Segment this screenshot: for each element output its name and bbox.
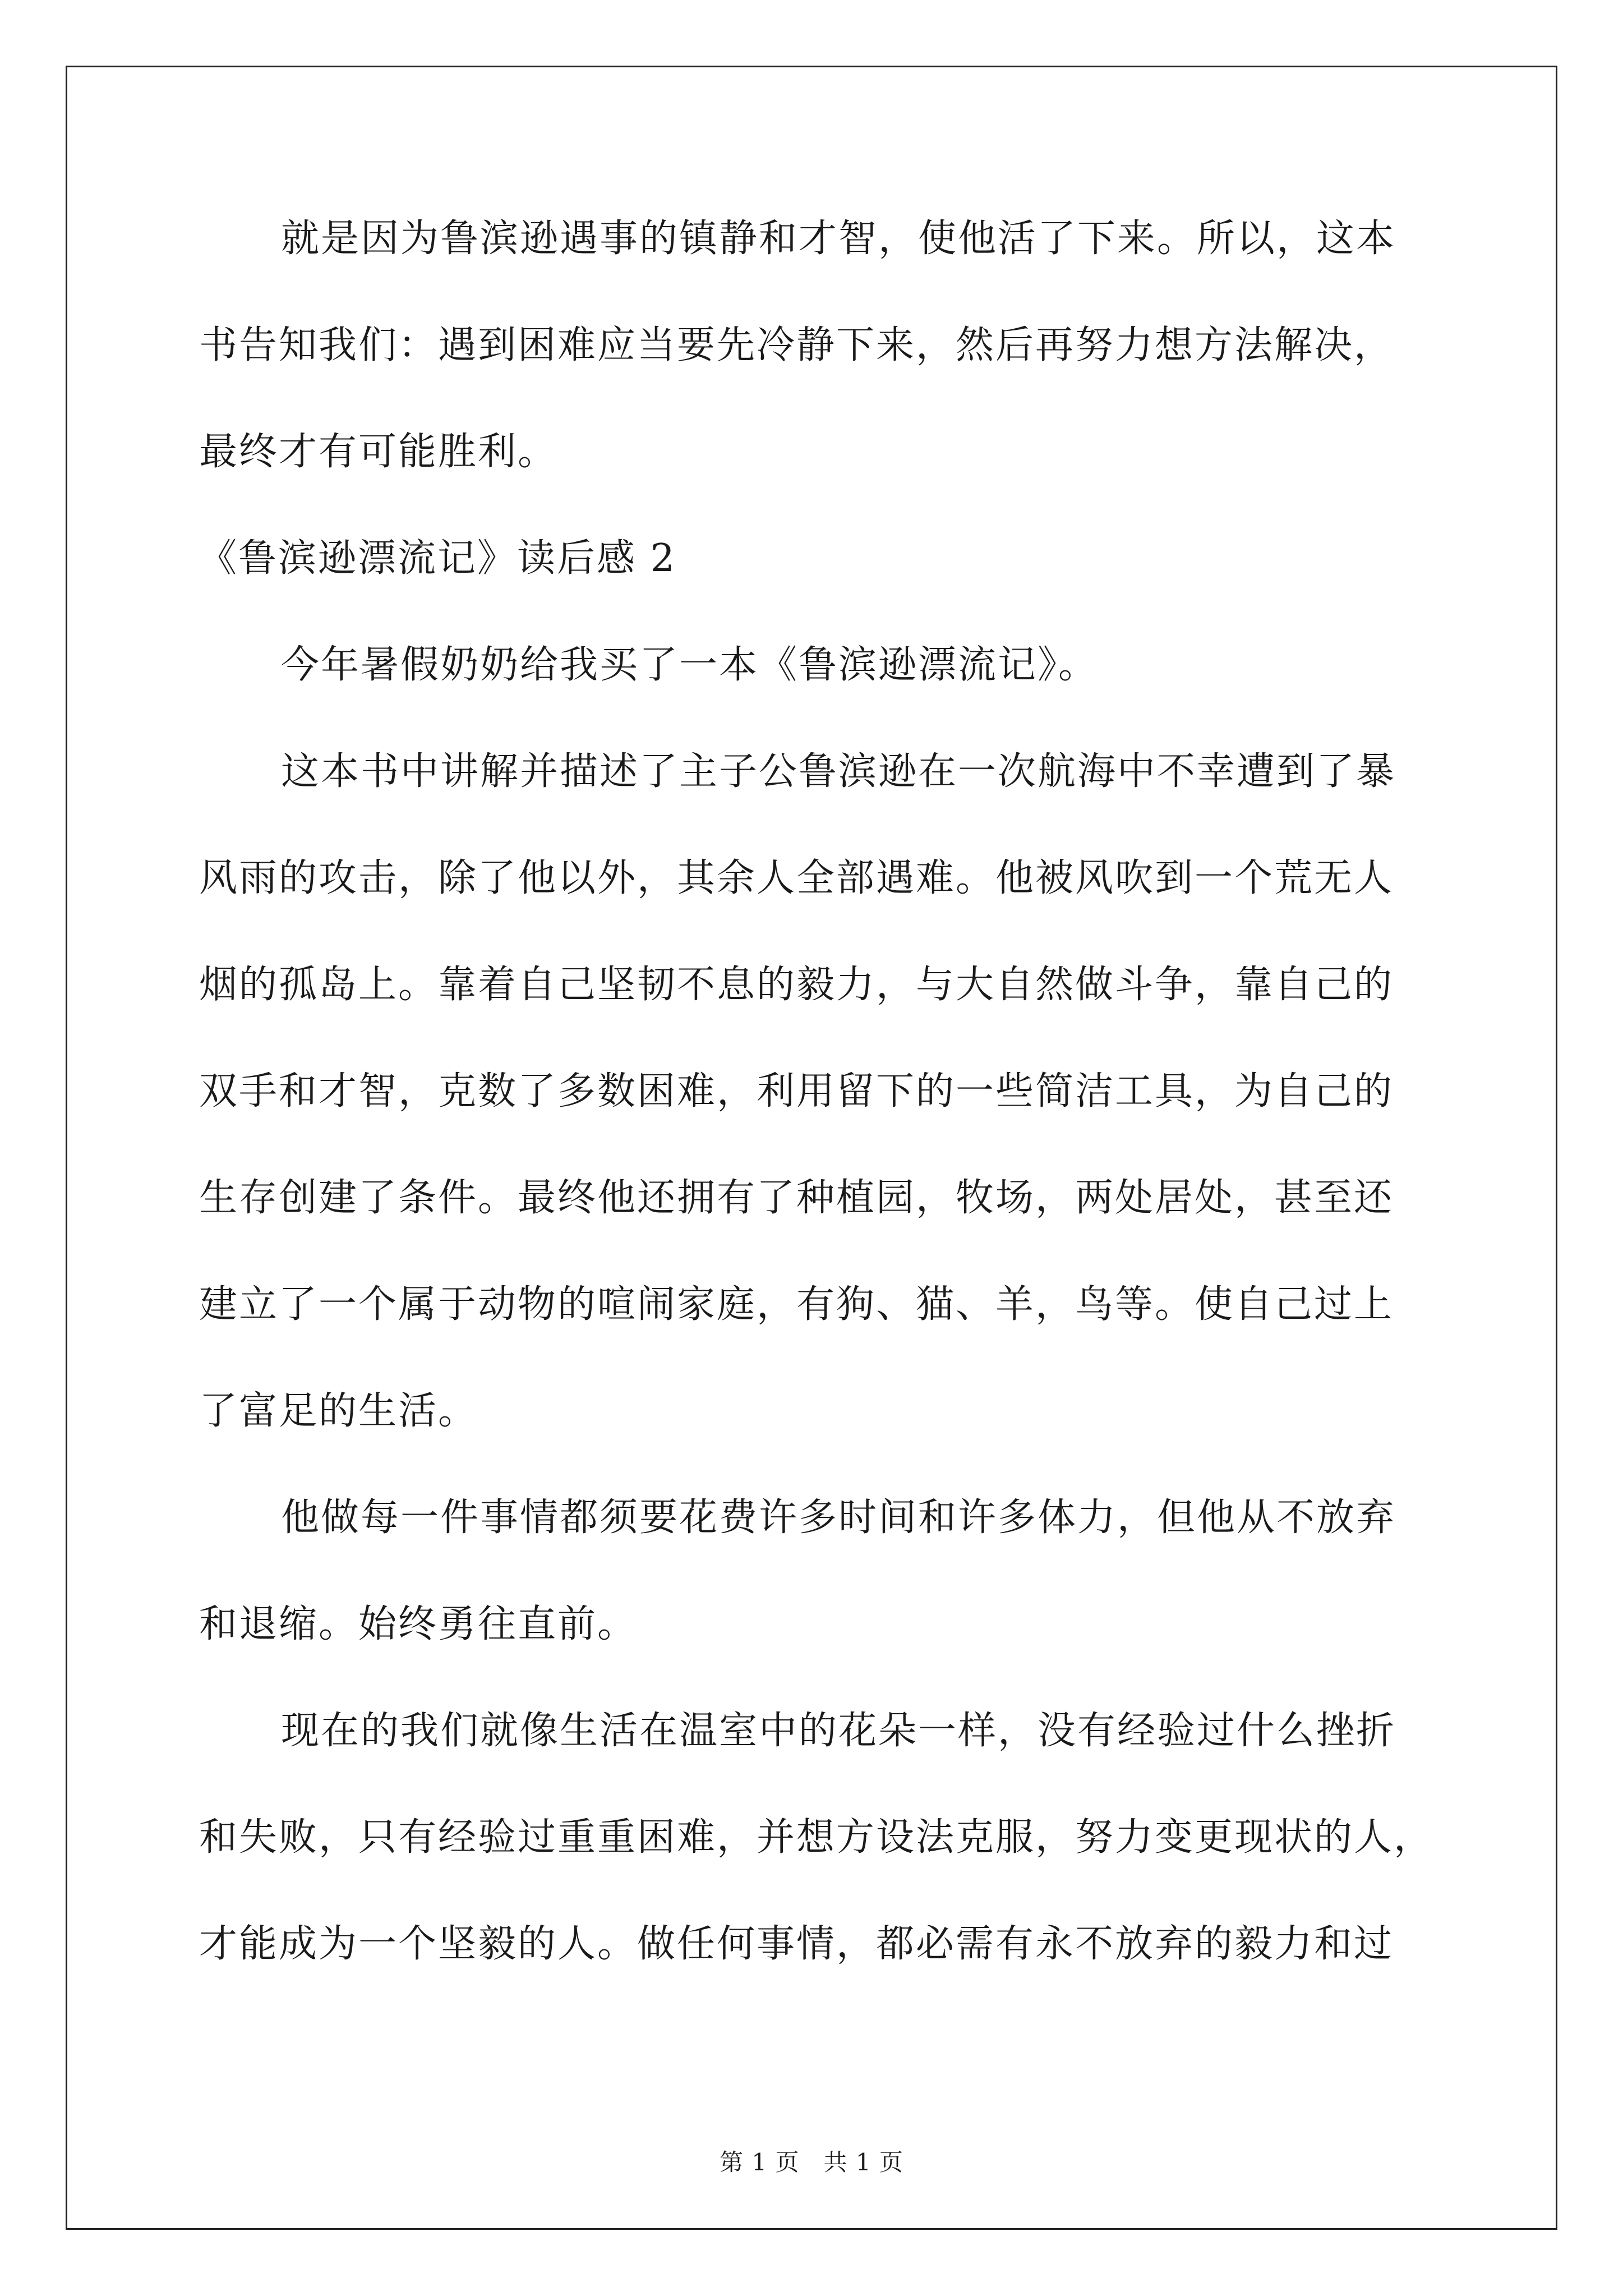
text-line: 生存创建了条件。最终他还拥有了种植园，牧场，两处居处，甚至还 (199, 1176, 1394, 1220)
text-line: 风雨的攻击，除了他以外，其余人全部遇难。他被风吹到一个荒无人 (199, 856, 1394, 900)
text-line: 双手和才智，克数了多数困难，利用留下的一些简洁工具，为自己的 (199, 1069, 1394, 1114)
text-line: 建立了一个属于动物的喧闹家庭，有狗、猫、羊，鸟等。使自己过上 (199, 1282, 1394, 1327)
section-heading: 《鲁滨逊漂流记》读后感 2 (199, 536, 676, 581)
text-line: 书告知我们：遇到困难应当要先冷静下来，然后再努力想方法解决， (199, 323, 1394, 367)
text-line: 今年暑假奶奶给我买了一本《鲁滨逊漂流记》。 (281, 643, 1099, 687)
text-line: 才能成为一个坚毅的人。做任何事情，都必需有永不放弃的毅力和过 (199, 1922, 1394, 1966)
text-line: 就是因为鲁滨逊遇事的镇静和才智，使他活了下来。所以，这本 (281, 217, 1396, 261)
text-line: 烟的孤岛上。靠着自己坚韧不息的毅力，与大自然做斗争，靠自己的 (199, 963, 1394, 1007)
page-footer: 第 1 页 共 1 页 (720, 2148, 903, 2176)
document-body (199, 217, 1434, 2032)
text-line: 他做每一件事情都须要花费许多时间和许多体力，但他从不放弃 (281, 1496, 1396, 1540)
text-line: 这本书中讲解并描述了主子公鲁滨逊在一次航海中不幸遭到了暴 (281, 749, 1396, 794)
text-line: 和退缩。始终勇往直前。 (199, 1602, 638, 1646)
text-line: 了富足的生活。 (199, 1389, 478, 1433)
text-line: 和失败，只有经验过重重困难，并想方设法克服，努力变更现状的人， (199, 1815, 1434, 1860)
text-line: 最终才有可能胜利。 (199, 430, 558, 474)
text-line: 现在的我们就像生活在温室中的花朵一样，没有经验过什么挫折 (281, 1709, 1396, 1753)
